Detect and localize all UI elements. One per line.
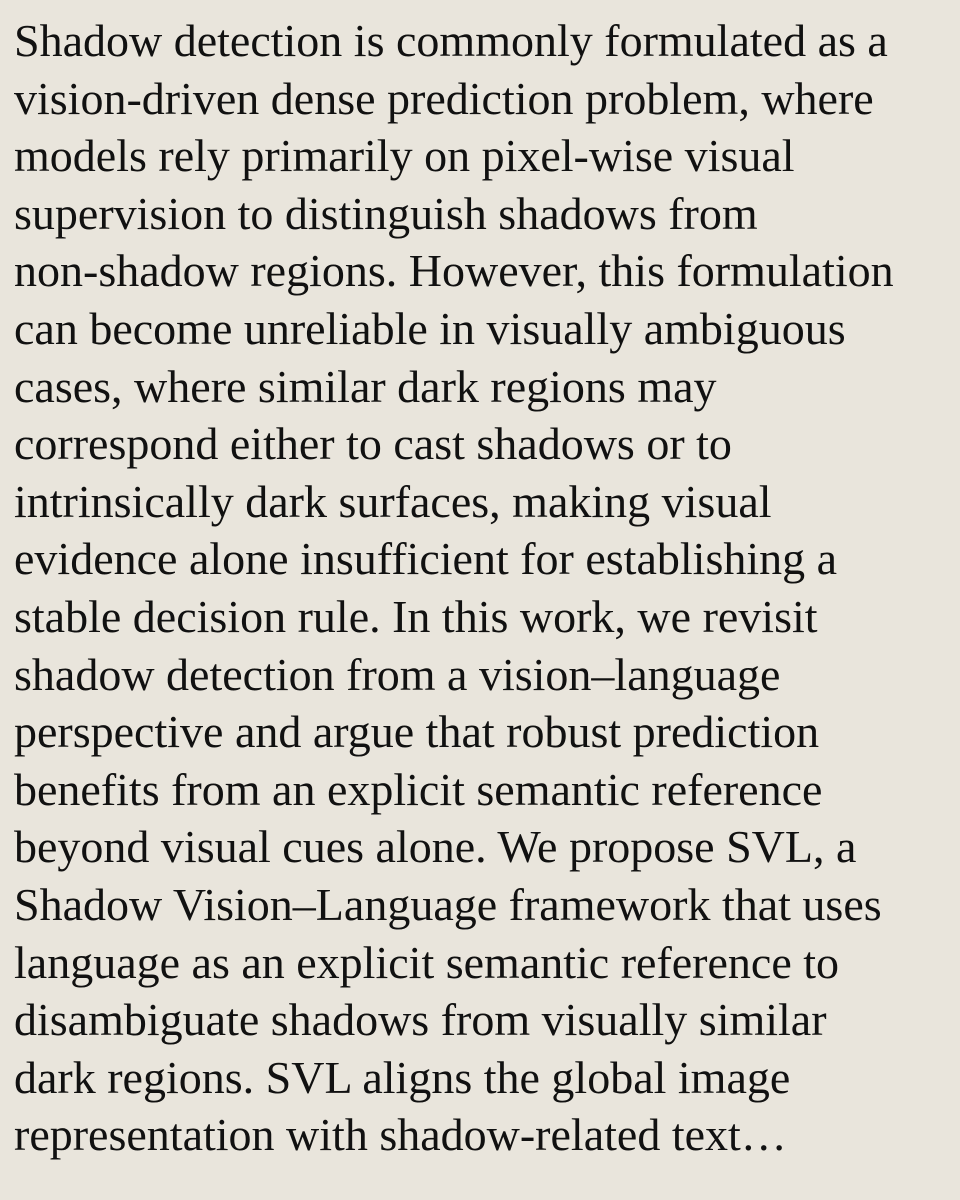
text-line: beyond visual cues alone. We propose SVL, a [14,821,857,873]
text-line: dark regions. SVL aligns the global image [14,1051,791,1103]
text-line: vision-driven dense prediction problem, where [14,72,874,124]
text-line: supervision to distinguish shadows from [14,187,758,239]
text-line: can become unreliable in visually ambiguous [14,302,846,354]
text-line: perspective and argue that robust prediction [14,706,820,758]
text-line: representation with shadow-related text… [14,1109,787,1161]
text-line: Shadow detection is commonly formulated as a [14,15,888,66]
abstract-text [14,12,946,1164]
text-line: non-shadow regions. However, this formulation [14,245,894,297]
text-line: correspond either to cast shadows or to [14,418,732,470]
text-line: disambiguate shadows from visually similar [14,994,827,1046]
text-line: language as an explicit semantic reference to [14,936,840,988]
text-line: Shadow Vision–Language framework that uses [14,878,882,930]
text-line: intrinsically dark surfaces, making visual [14,475,772,527]
text-line: evidence alone insufficient for establishing a [14,533,838,585]
text-line: models rely primarily on pixel-wise visual [14,130,795,182]
text-line: shadow detection from a vision–language [14,648,781,700]
text-line: benefits from an explicit semantic reference [14,763,823,815]
text-line: stable decision rule. In this work, we revisit [14,590,818,642]
text-line: cases, where similar dark regions may [14,360,717,412]
